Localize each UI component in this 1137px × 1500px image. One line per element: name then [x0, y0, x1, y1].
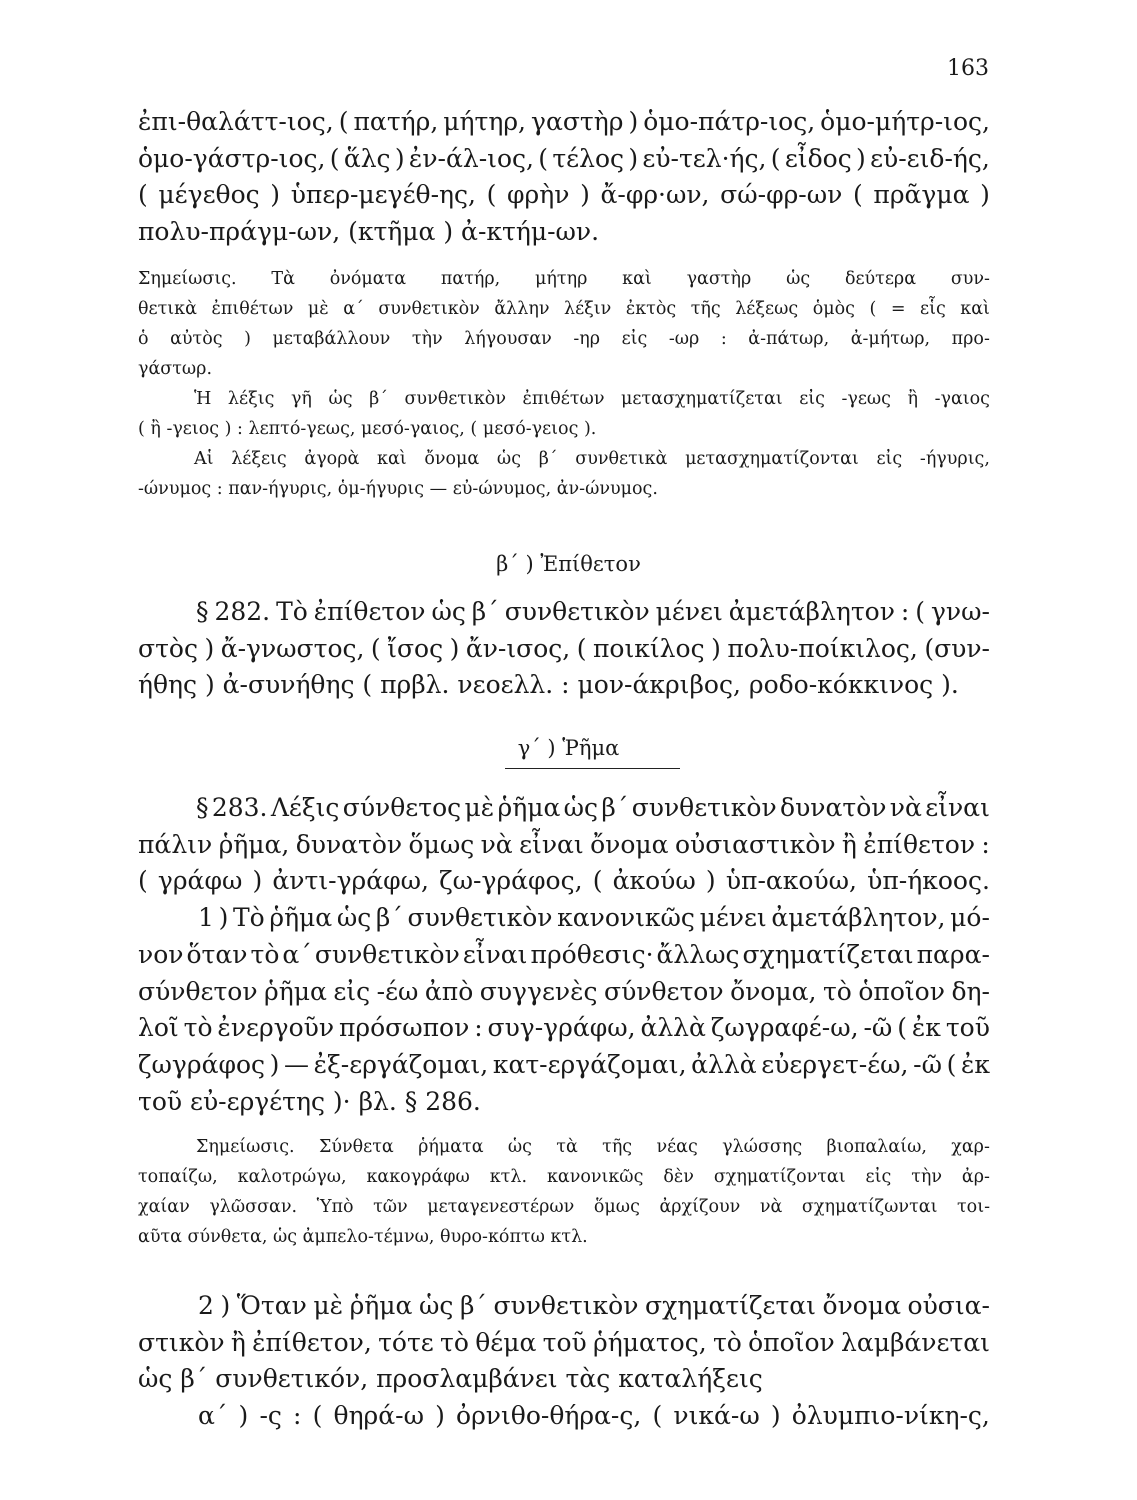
text-line: σύνθετον ῥῆμα εἰς -έω ἀπὸ συγγενὲς σύνθετον ὄνομα, τὸ ὁποῖον δη- — [138, 976, 990, 1006]
text-line: χαίαν γλῶσσαν. Ὑπὸ τῶν μεταγενεστέρων ὅμως ἀρχίζουν νὰ σχηματίζωνται τοι- — [138, 1197, 990, 1217]
text-line: Σημείωσις. Τὰ ὀνόματα πατήρ, μήτηρ καὶ γαστὴρ ὡς δεύτερα συν- — [138, 269, 990, 289]
text-line: ὁ αὐτὸς ) μεταβάλλουν τὴν λήγουσαν -ηρ εἰς -ωρ : ἀ-πάτωρ, ἀ-μήτωρ, προ- — [138, 329, 990, 349]
text-line: ζωγράφος ) — ἐξ-εργάζομαι, κατ-εργάζομαι, ἀλλὰ εὐεργετ-έω, -ῶ ( ἐκ — [138, 1049, 990, 1079]
section-282 — [138, 594, 990, 704]
text-line: ὡς β΄ συνθετικόν, προσλαμβάνει τὰς καταλήξεις — [138, 1364, 763, 1394]
text-line: τοπαίζω, καλοτρώγω, κακογράφω κτλ. κανονικῶς δὲν σχηματίζονται εἰς τὴν ἀρ- — [138, 1167, 990, 1187]
text-line: ( ἢ -γειος ) : λεπτό-γεως, μεσό-γαιος, ( μεσό-γειος ). — [138, 419, 597, 439]
page-number: 163 — [947, 56, 989, 81]
heading-adjective: β΄ ) Ἐπίθετον — [496, 552, 641, 576]
text-line: ( μέγεθος ) ὑπερ-μεγέθ-ης, ( φρὴν ) ἄ-φρ·ων, σώ-φρ-ων ( πρᾶγμα ) — [138, 180, 990, 210]
text-line: στὸς ) ἄ-γνωστος, ( ἴσος ) ἄν-ισος, ( ποικίλος ) πολυ-ποίκιλος, (συν- — [138, 633, 990, 663]
heading-underline — [505, 768, 680, 769]
text-line: τοῦ εὐ-εργέτης )· βλ. § 286. — [138, 1086, 481, 1116]
text-line: α΄ ) -ς : ( θηρά-ω ) ὀρνιθο-θήρα-ς, ( νικά-ω ) ὀλυμπιο-νίκη-ς, — [198, 1401, 990, 1431]
text-line: θετικὰ ἐπιθέτων μὲ α΄ συνθετικὸν ἄλλην λέξιν ἐκτὸς τῆς λέξεως ὁμὸς ( = εἷς καὶ — [138, 299, 990, 319]
note-compound-verbs — [138, 1132, 990, 1252]
text-line: πάλιν ῥῆμα, δυνατὸν ὅμως νὰ εἶναι ὄνομα οὐσιαστικὸν ἢ ἐπίθετον : — [138, 829, 990, 859]
heading-verb: γ΄ ) Ῥῆμα — [517, 736, 620, 760]
section-283-part-2 — [138, 1288, 990, 1435]
text-line: ήθης ) ἀ-συνήθης ( πρβλ. νεοελλ. : μον-άκριβος, ροδο-κόκκινος ). — [138, 670, 959, 700]
text-line: § 282. Τὸ ἐπίθετον ὡς β΄ συνθετικὸν μένει ἀμετάβλητον : ( γνω- — [196, 597, 990, 626]
compound-examples-paragraph — [138, 104, 990, 251]
text-line: νον ὅταν τὸ α΄ συνθετικὸν εἶναι πρόθεσις· ἄλλως σχηματίζεται παρα- — [138, 939, 990, 969]
text-line: ἐπι-θαλάττ-ιος, ( πατήρ, μήτηρ, γαστὴρ ) ὁμο-πάτρ-ιος, ὁμο-μήτρ-ιος, — [138, 107, 990, 136]
text-line: αῦτα σύνθετα, ὡς ἀμπελο-τέμνω, θυρο-κόπτω κτλ. — [138, 1227, 588, 1247]
text-line: Ἡ λέξις γῆ ὡς β΄ συνθετικὸν ἐπιθέτων μετασχηματίζεται εἰς -γεως ἢ -γαιος — [194, 389, 990, 409]
text-line: 1 ) Τὸ ῥῆμα ὡς β΄ συνθετικὸν κανονικῶς μένει ἀμετάβλητον, μό- — [198, 903, 990, 933]
section-283 — [138, 790, 990, 1120]
text-line: -ώνυμος : παν-ήγυρις, ὁμ-ήγυρις — εὐ-ώνυμος, ἀν-ώνυμος. — [138, 479, 658, 499]
text-line: λοῖ τὸ ἐνεργοῦν πρόσωπον : συγ-γράφω, ἀλλὰ ζωγραφέ-ω, -ῶ ( ἐκ τοῦ — [138, 1013, 990, 1043]
text-line: § 283. Λέξις σύνθετος μὲ ῥῆμα ὡς β΄ συνθετικὸν δυνατὸν νὰ εἶναι — [196, 793, 990, 822]
text-line: γάστωρ. — [138, 359, 213, 379]
text-line: 2 ) Ὅταν μὲ ῥῆμα ὡς β΄ συνθετικὸν σχηματίζεται ὄνομα οὐσια- — [198, 1291, 990, 1320]
text-line: Σημείωσις. Σύνθετα ῥήματα ὡς τὰ τῆς νέας γλώσσης βιοπαλαίω, χαρ- — [196, 1137, 990, 1157]
text-line: ὁμο-γάστρ-ιος, ( ἅλς ) ἐν-άλ-ιος, ( τέλος ) εὐ-τελ·ής, ( εἶδος ) εὐ-ειδ-ής, — [138, 143, 990, 173]
text-line: Αἱ λέξεις ἀγορὰ καὶ ὄνομα ὡς β΄ συνθετικὰ μετασχηματίζονται εἰς -ήγυρις, — [194, 449, 990, 469]
text-line: πολυ-πράγμ-ων, (κτῆμα ) ἀ-κτήμ-ων. — [138, 217, 600, 247]
text-line: στικὸν ἢ ἐπίθετον, τότε τὸ θέμα τοῦ ῥήματος, τὸ ὁποῖον λαμβάνεται — [138, 1327, 990, 1357]
text-line: ( γράφω ) ἀντι-γράφω, ζω-γράφος, ( ἀκούω ) ὑπ-ακούω, ὑπ-ήκοος. — [138, 866, 990, 896]
note-patir-mitir — [138, 264, 990, 504]
